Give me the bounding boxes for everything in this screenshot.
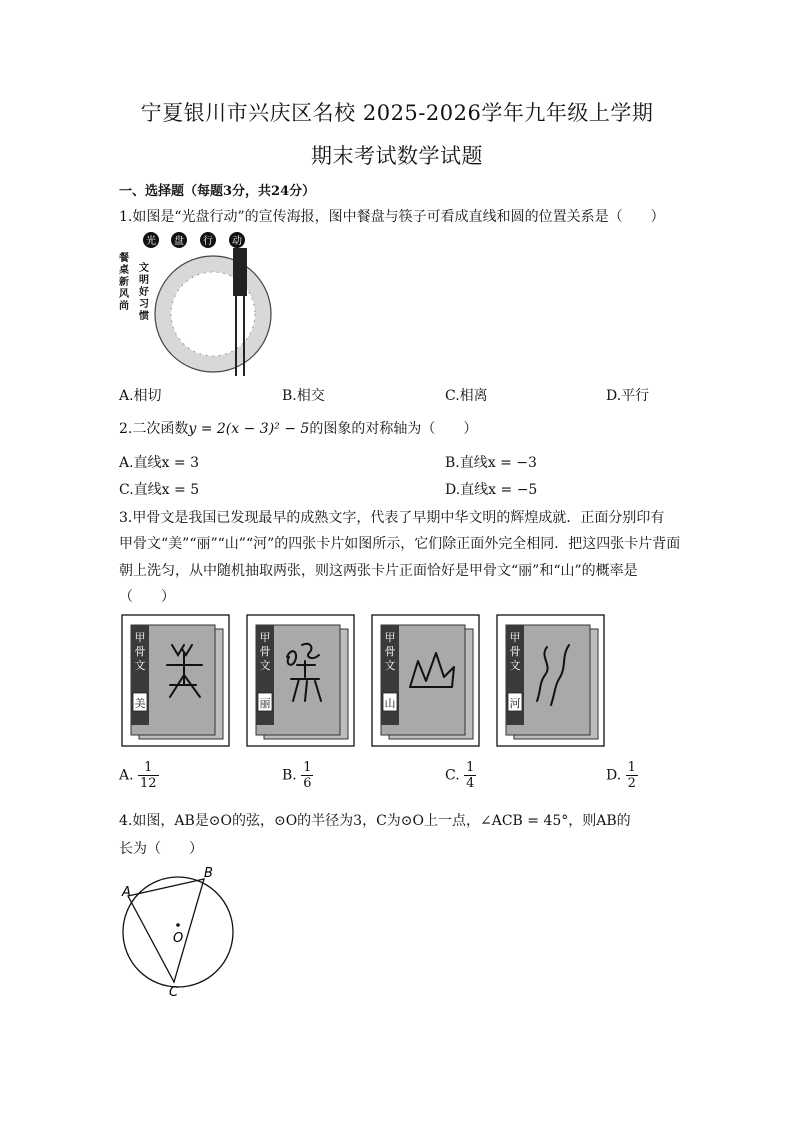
q3-stem-line1: 3.甲骨文是我国已发现最早的成熟文字，代表了早期中华文明的辉煌成就．正面分别印有: [119, 510, 665, 526]
card-tag-char: 骨: [384, 645, 396, 658]
card-tag-char: 甲: [509, 631, 521, 644]
denominator: 4: [466, 776, 475, 791]
poster-top-characters: [143, 232, 245, 248]
q4-stem-line2: 长为（ ）: [119, 841, 203, 857]
triangle-abc: [128, 879, 204, 982]
option-letter: D.: [606, 767, 622, 784]
q3-stem-line4: （ ）: [119, 589, 175, 605]
exam-title-line2: 期末考试数学试题: [311, 144, 483, 168]
label-a: A: [122, 885, 131, 900]
q2-stem-suffix: 的图象的对称轴为（ ）: [309, 421, 478, 437]
card-tag-char: 文: [509, 659, 521, 672]
q1-option-c: C.相离: [445, 388, 488, 404]
card-char: 丽: [259, 697, 271, 710]
numerator: 1: [303, 760, 312, 775]
label-c: C: [169, 985, 179, 998]
slogan-char: 风: [119, 289, 129, 300]
option-letter: B.: [282, 767, 297, 784]
slogan-char: 餐: [119, 253, 129, 264]
q1-option-a: A.相切: [119, 388, 162, 404]
card-tag-char: 文: [134, 659, 146, 672]
card-tag-char: 甲: [384, 631, 396, 644]
poster-top-char: 光: [146, 236, 156, 247]
option-letter: C.: [445, 767, 460, 784]
poster-top-char: 动: [232, 236, 242, 247]
slogan-char: 明: [139, 275, 149, 286]
center-point: [176, 923, 180, 927]
card-tag-char: 甲: [134, 631, 146, 644]
card-tag-char: 文: [384, 659, 396, 672]
fraction: [301, 760, 313, 791]
card-char: 美: [134, 697, 146, 710]
q1-poster-figure: [115, 230, 285, 378]
q1-option-b: B.相交: [282, 388, 325, 404]
q1-option-d: D.平行: [606, 388, 650, 404]
label-b: B: [204, 866, 213, 881]
q2-stem-prefix: 2.二次函数: [119, 421, 189, 437]
q3-option-b: [282, 760, 313, 791]
q2-option-b: B.直线x = −3: [445, 455, 537, 471]
card-tag-char: 骨: [134, 645, 146, 658]
section-heading: 一、选择题（每题3分，共24分）: [119, 184, 316, 199]
q2-stem: [119, 418, 477, 438]
fraction: [138, 760, 159, 791]
denominator: 12: [140, 776, 157, 791]
q4-circle-figure: [112, 862, 242, 998]
q3-option-c: [445, 760, 476, 791]
q1-stem: 1.如图是“光盘行动”的宣传海报，图中餐盘与筷子可看成直线和圆的位置关系是（ ）: [119, 209, 665, 225]
slogan-char: 桌: [119, 265, 129, 276]
oracle-card-mei: [122, 615, 229, 746]
card-tag-char: 骨: [509, 645, 521, 658]
card-tag-char: 甲: [259, 631, 271, 644]
card-tag-char: 骨: [259, 645, 271, 658]
fraction: [626, 760, 638, 791]
poster-top-char: 行: [203, 236, 213, 247]
slogan-char: 惯: [139, 311, 149, 322]
card-tag-char: 文: [259, 659, 271, 672]
numerator: 1: [138, 760, 159, 776]
card-char: 河: [509, 697, 521, 710]
q3-stem-line3: 朝上洗匀，从中随机抽取两张，则这两张卡片正面恰好是甲骨文“丽”和“山”的概率是: [119, 563, 638, 579]
denominator: 2: [627, 776, 636, 791]
numerator: 1: [466, 760, 475, 775]
slogan-char: 好: [139, 287, 149, 298]
poster-slogan-col1: [118, 251, 130, 312]
q3-oracle-cards-figure: [119, 613, 609, 749]
card-char: 山: [384, 697, 396, 710]
option-letter: A.: [119, 767, 134, 784]
q3-option-d: [606, 760, 638, 791]
slogan-char: 尚: [119, 301, 129, 312]
dinner-plate-icon: [155, 256, 271, 372]
q2-option-d: D.直线x = −5: [445, 482, 538, 498]
fraction: [464, 760, 476, 791]
numerator: 1: [627, 760, 636, 775]
poster-top-char: 盘: [174, 236, 184, 247]
q3-option-a: [119, 760, 159, 791]
oracle-card-he: [497, 615, 604, 746]
q3-stem-line2: 甲骨文“美”“丽”“山”“河”的四张卡片如图所示，它们除正面外完全相同．把这四张卡片背面: [119, 536, 681, 552]
oracle-card-li: [247, 615, 354, 746]
label-o: O: [173, 931, 184, 946]
slogan-char: 文: [139, 263, 149, 274]
q2-function-formula: y = 2(x − 3)² − 5: [188, 421, 310, 437]
exam-title-line1: 宁夏银川市兴庆区名校 2025-2026学年九年级上学期: [140, 101, 654, 125]
poster-slogan-col2: [138, 261, 149, 322]
q2-option-a: A.直线x = 3: [119, 455, 199, 471]
slogan-char: 习: [139, 299, 149, 310]
slogan-char: 新: [119, 277, 129, 288]
oracle-card-shan: [372, 615, 479, 746]
denominator: 6: [303, 776, 312, 791]
q2-option-c: C.直线x = 5: [119, 482, 200, 498]
q4-stem-line1: 4.如图，AB是⊙O的弦，⊙O的半径为3，C为⊙O上一点，∠ACB = 45°，则AB的: [119, 813, 631, 829]
